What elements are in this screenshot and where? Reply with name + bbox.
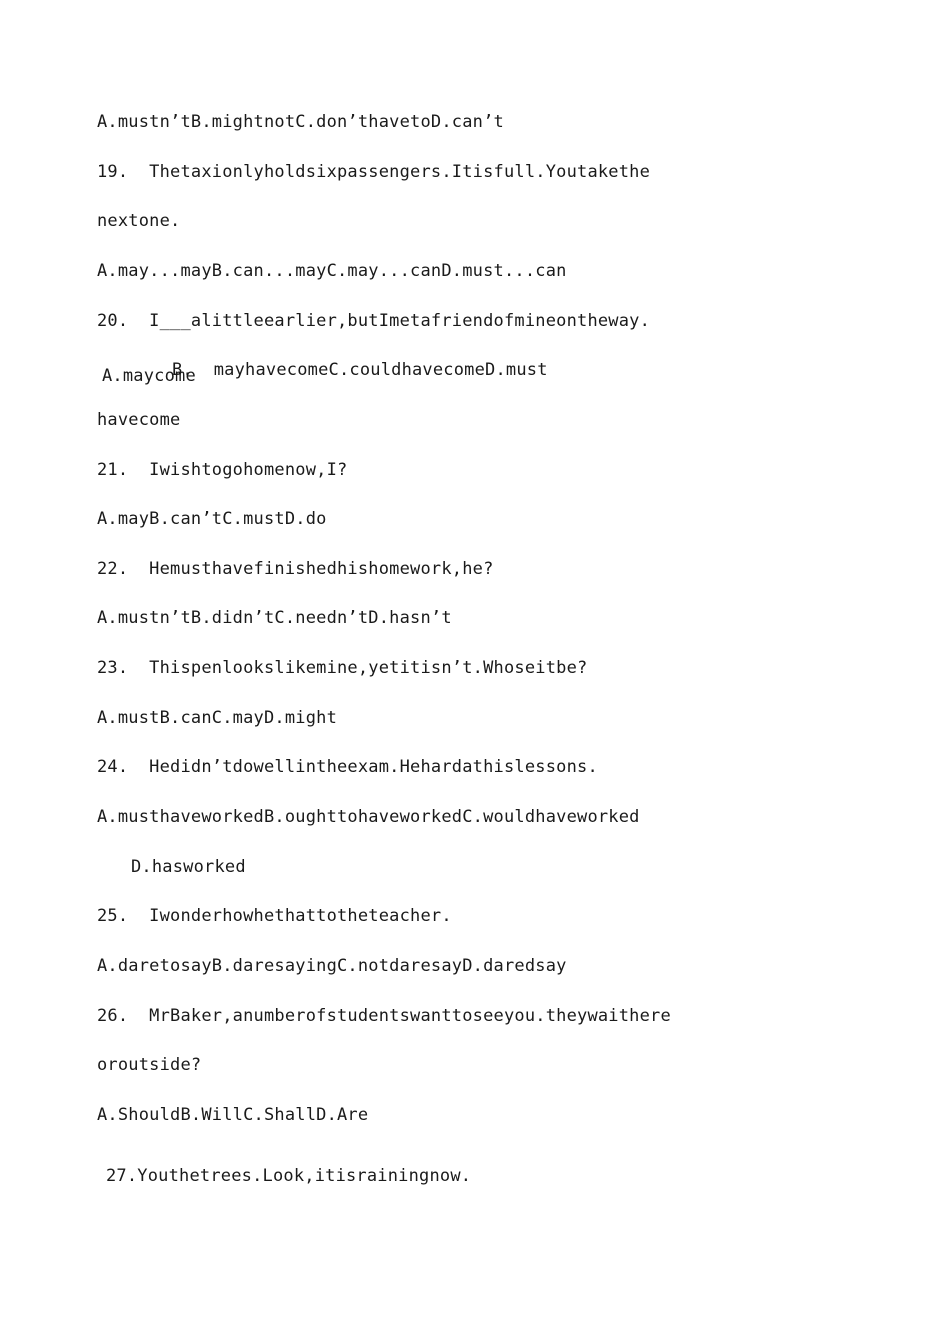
q24-options: A.musthaveworkedB.oughttohaveworkedC.wouldhaveworked xyxy=(97,807,640,827)
q24-question: 24. Hedidn’tdowellintheexam.Hehardathislessons. xyxy=(97,757,598,777)
q22-question: 22. Hemusthavefinishedhishomework,he? xyxy=(97,559,494,579)
q23-options: A.mustB.canC.mayD.might xyxy=(97,708,338,728)
q24-option-d: D.hasworked xyxy=(131,857,246,877)
q21-question: 21. Iwishtogohomenow,I? xyxy=(97,460,348,480)
q25-question: 25. Iwonderhowhethattotheteacher. xyxy=(97,906,452,926)
q19-options: A.may...mayB.can...mayC.may...canD.must...can xyxy=(97,261,567,281)
q26-question: 26. MrBaker,anumberofstudentswanttoseeyou.theywaithere xyxy=(97,1006,671,1026)
q21-options: A.mayB.can’tC.mustD.do xyxy=(97,509,327,529)
q20-options-b-d: B. mayhavecomeC.couldhavecomeD.must xyxy=(172,360,548,380)
q25-options: A.daretosayB.daresayingC.notdaresayD.daredsay xyxy=(97,956,567,976)
q19-question-continued: nextone. xyxy=(97,211,181,231)
q20-options-continued: havecome xyxy=(97,410,181,430)
q27-question: 27.Youthetrees.Look,itisrainingnow. xyxy=(106,1166,472,1186)
q23-question: 23. Thispenlookslikemine,yetitisn’t.Whoseitbe? xyxy=(97,658,588,678)
q18-options: A.mustn’tB.mightnotC.don’thavetoD.can’t xyxy=(97,112,504,132)
q26-question-continued: oroutside? xyxy=(97,1055,202,1075)
q19-question: 19. Thetaxionlyholdsixpassengers.Itisfull.Youtakethe xyxy=(97,162,651,182)
q20-option-a: A.maycome xyxy=(102,366,196,386)
q22-options: A.mustn’tB.didn’tC.needn’tD.hasn’t xyxy=(97,608,452,628)
q20-question: 20. I___alittleearlier,butImetafriendofmineontheway. xyxy=(97,311,651,331)
q26-options: A.ShouldB.WillC.ShallD.Are xyxy=(97,1105,369,1125)
